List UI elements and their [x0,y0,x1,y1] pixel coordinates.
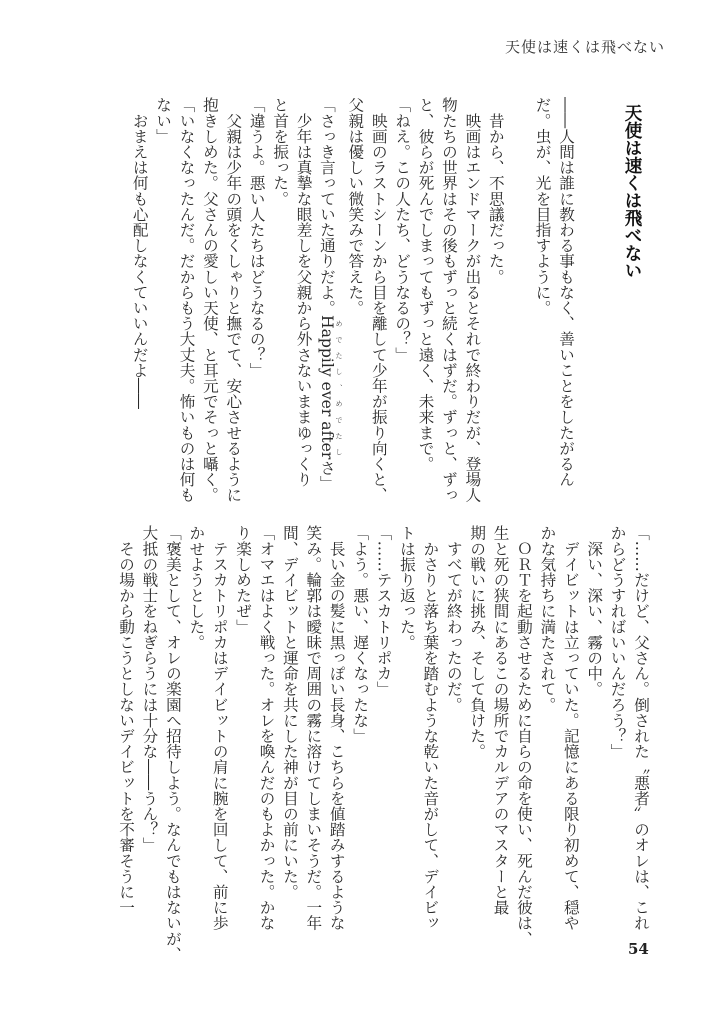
text-line: ＯＲＴを起動させるために自らの命を使い、死んだ彼は、 [514,525,533,947]
ruby-base: Happily ever after [317,315,336,460]
text-line: 笑み。輪郭は曖昧で周囲の霧に溶けてしまいそうだ。一年 [304,525,323,931]
page-number: 54 [628,940,649,958]
text-line: 映画はエンドマークが出るとそれで終わりだが、登場人 [463,97,482,503]
chapter-title: 天使は速くは飛べない [622,104,642,279]
text-line: おまえは何も心配しなくていいんだよ―― [130,97,149,409]
text-line: 映画のラストシーンから目を離して少年が振り向くと、 [369,97,388,503]
text-line: り楽しめたぜ」 [234,525,253,635]
text-line: だ。虫が、光を目指すように。 [533,97,552,316]
text-line: 大抵の戦士をねぎらうには十分な――うん？」 [140,525,159,853]
text-line: 父親は少年の頭をくしゃりと撫でて、安心させるように [224,97,243,503]
text-line: 「ねえ。この人たち、どうなるの？」 [393,97,412,363]
text-line: 物たちの世界はその後もずっと続くはずだ。ずっと、ずっ [439,97,458,503]
text-line: と、彼らが死んでしまってもずっと遠く、未来まで。 [416,97,435,472]
text-line: 間、デイビットと運命を共にした神が目の前にいた。 [280,525,299,900]
text-line: かせようとした。 [187,525,206,650]
text-line: 生と死の狭間にあるこの場所でカルデアのマスターと最 [491,525,510,915]
text-line: かな気持ちに満たされて。 [538,525,557,713]
text-line: その場から動こうとしないデイビットを不審そうに一 [117,525,136,915]
text-line: 期の戦いに挑み、そして負けた。 [468,525,487,759]
running-head: 天使は速くは飛べない [504,38,665,56]
text-line: すべてが終わったのだ。 [444,525,463,713]
text-line: デイビットは立っていた。記憶にある限り初めて、穏や [561,525,580,931]
text-line: かさりと落ち葉を踏むような乾いた音がして、デイビッ [421,525,440,931]
text-line: 長い金の髪に黒っぽい長身、こちらを値踏みするような [327,525,346,931]
text-line: 「オマエはよく戦った。オレを喚んだのもよかった。かな [257,525,276,931]
text-line: 父親は優しい微笑みで答えた。 [346,97,365,316]
top-text-block [127,97,577,503]
text-line: トは振り返った。 [397,525,416,650]
ruby-text: めでたし、めでたし [334,315,343,460]
text-line: 深い、深い、霧の中。 [585,525,604,697]
text-line: からどうすればいいんだろう？」 [608,525,627,759]
text-line: 「褒美として、オレの楽園へ招待しよう。なんでもはないが、 [163,525,182,962]
text-line: 少年は真摯な眼差しを父親から外さないままゆっくり [294,97,313,487]
ruby-line-before: 「さっき言っていた通りだよ。 [317,97,336,316]
ruby-annotation [317,315,343,460]
text-line: 「いなくなったんだ。だからもう大丈夫。怖いものは何も [177,97,196,503]
text-line: 抱きしめた。父さんの愛しい天使、と耳元でそっと囁く。 [200,97,219,503]
text-line: 「……だけど、父さん。倒された〝悪者〟のオレは、これ [632,525,650,931]
text-line: ――人間は誰に教わる事もなく、善いことをしたがるん [557,97,575,487]
ruby-line-after: さ」 [317,459,336,491]
text-line: テスカトリポカはデイビットの肩に腕を回して、前に歩 [210,525,229,931]
text-line: 昔から、不思議だった。 [486,97,505,285]
text-line: ない」 [154,97,173,144]
text-line: 「よう。悪い、遅くなったな」 [351,525,370,744]
text-line: 「違うよ。悪い人たちはどうなるの？」 [247,97,266,378]
text-line: 「……テスカトリポカ」 [374,525,393,697]
text-line: と首を振った。 [271,97,290,207]
blank-line [507,97,530,477]
bottom-text-block [114,525,652,965]
text-line-ruby [315,97,343,491]
